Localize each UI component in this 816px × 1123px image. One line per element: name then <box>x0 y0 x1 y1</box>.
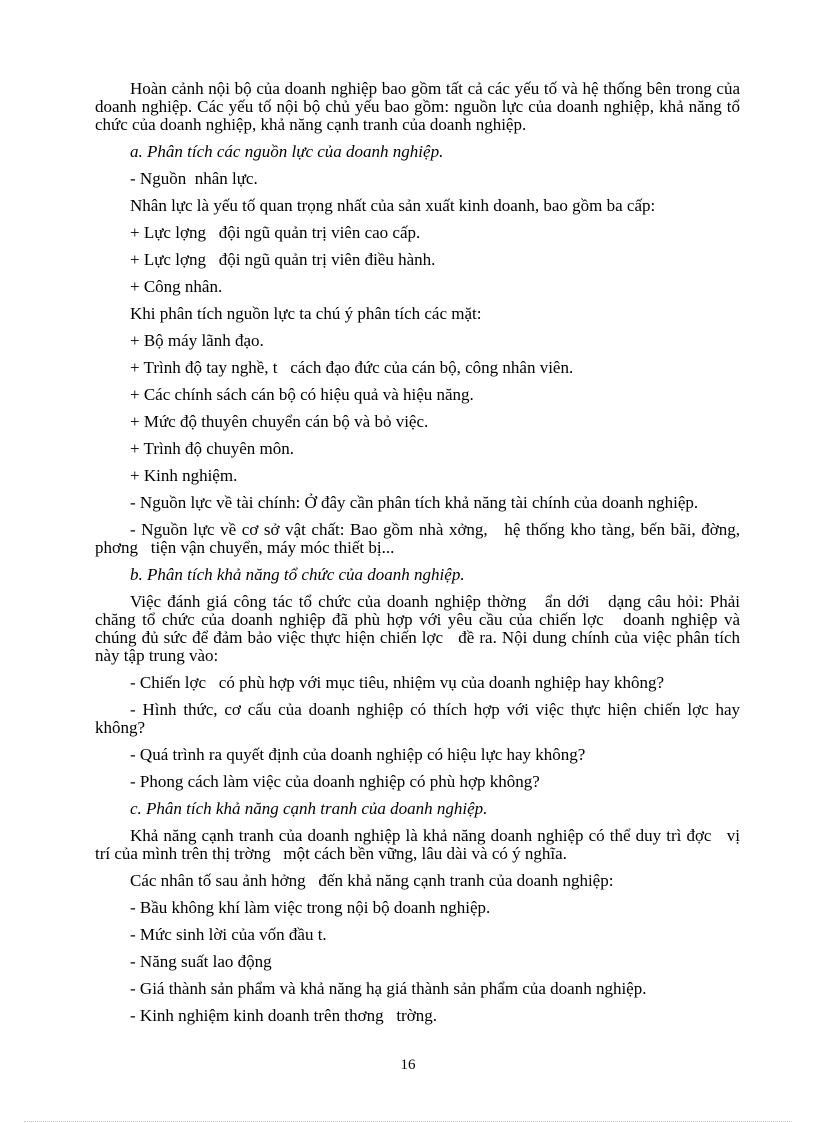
list-item: + Lực lợng đội ngũ quản trị viên cao cấp. <box>130 223 421 242</box>
list-item: + Công nhân. <box>130 277 223 296</box>
paragraph: Việc đánh giá công tác tổ chức của doanh nghiệp thờng ẩn dới dạng câu hỏi: Phải chăng tổ chức của doanh nghiệp đã phù hợp với yêu cầu của chiến lợc doanh nghiệp và chúng đủ sức để đảm bảo việc thực hiện chiến lợc đề ra. Nội dung chính của việc phân tích này tập trung vào: <box>95 592 745 665</box>
section-heading: b. Phân tích khả năng tổ chức của doanh nghiệp. <box>130 565 465 584</box>
list-item: + Các chính sách cán bộ có hiệu quả và hiệu năng. <box>130 385 474 404</box>
list-item: - Bầu không khí làm việc trong nội bộ doanh nghiệp. <box>130 898 491 917</box>
paragraph: Khả năng cạnh tranh của doanh nghiệp là khả năng doanh nghiệp có thể duy trì đợc vị trí của mình trên thị trờng một cách bền vững, lâu dài và có ý nghĩa. <box>95 826 745 863</box>
list-item: - Quá trình ra quyết định của doanh nghiệp có hiệu lực hay không? <box>130 745 586 764</box>
list-item: + Trình độ tay nghề, t cách đạo đức của cán bộ, công nhân viên. <box>130 358 574 377</box>
paragraph: - Nguồn lực về tài chính: Ở đây cần phân tích khả năng tài chính của doanh nghiệp. <box>130 493 699 512</box>
list-item: - Mức sinh lời của vốn đầu t. <box>130 925 327 944</box>
section-heading: a. Phân tích các nguồn lực của doanh nghiệp. <box>130 142 444 161</box>
document-body <box>95 79 753 1034</box>
list-item: - Kinh nghiệm kinh doanh trên thơng trờng. <box>130 1006 437 1025</box>
list-item: Khi phân tích nguồn lực ta chú ý phân tích các mặt: <box>130 304 482 323</box>
list-item: + Kinh nghiệm. <box>130 466 238 485</box>
list-item: Nhân lực là yếu tố quan trọng nhất của sản xuất kinh doanh, bao gồm ba cấp: <box>130 196 656 215</box>
list-item: + Trình độ chuyên môn. <box>130 439 295 458</box>
list-item: + Mức độ thuyên chuyển cán bộ và bỏ việc. <box>130 412 429 431</box>
list-item: - Nguồn nhân lực. <box>130 169 258 188</box>
page-number: 16 <box>400 1057 416 1073</box>
paragraph: - Nguồn lực về cơ sở vật chất: Bao gồm nhà xởng, hệ thống kho tàng, bến bãi, đờng, phơng tiện vận chuyển, máy móc thiết bị... <box>95 520 753 557</box>
page-border <box>24 1121 792 1122</box>
paragraph: Hoàn cảnh nội bộ của doanh nghiệp bao gồm tất cả các yếu tố và hệ thống bên trong của doanh nghiệp. Các yếu tố nội bộ chủ yếu bao gồm: nguồn lực của doanh nghiệp, khả năng tổ chức của doanh nghiệp, khả năng cạnh tranh của doanh nghiệp. <box>95 79 745 134</box>
list-item: - Chiến lợc có phù hợp với mục tiêu, nhiệm vụ của doanh nghiệp hay không? <box>130 673 665 692</box>
list-item: - Giá thành sản phẩm và khả năng hạ giá thành sản phẩm của doanh nghiệp. <box>130 979 647 998</box>
list-item: - Phong cách làm việc của doanh nghiệp có phù hợp không? <box>130 772 540 791</box>
section-heading: c. Phân tích khả năng cạnh tranh của doanh nghiệp. <box>130 799 488 818</box>
paragraph: - Hình thức, cơ cấu của doanh nghiệp có thích hợp với việc thực hiện chiến lợc hay không? <box>95 700 745 737</box>
list-item: Các nhân tố sau ảnh hởng đến khả năng cạnh tranh của doanh nghiệp: <box>130 871 614 890</box>
list-item: + Lực lợng đội ngũ quản trị viên điều hành. <box>130 250 436 269</box>
list-item: - Năng suất lao động <box>130 952 272 971</box>
list-item: + Bộ máy lãnh đạo. <box>130 331 264 350</box>
